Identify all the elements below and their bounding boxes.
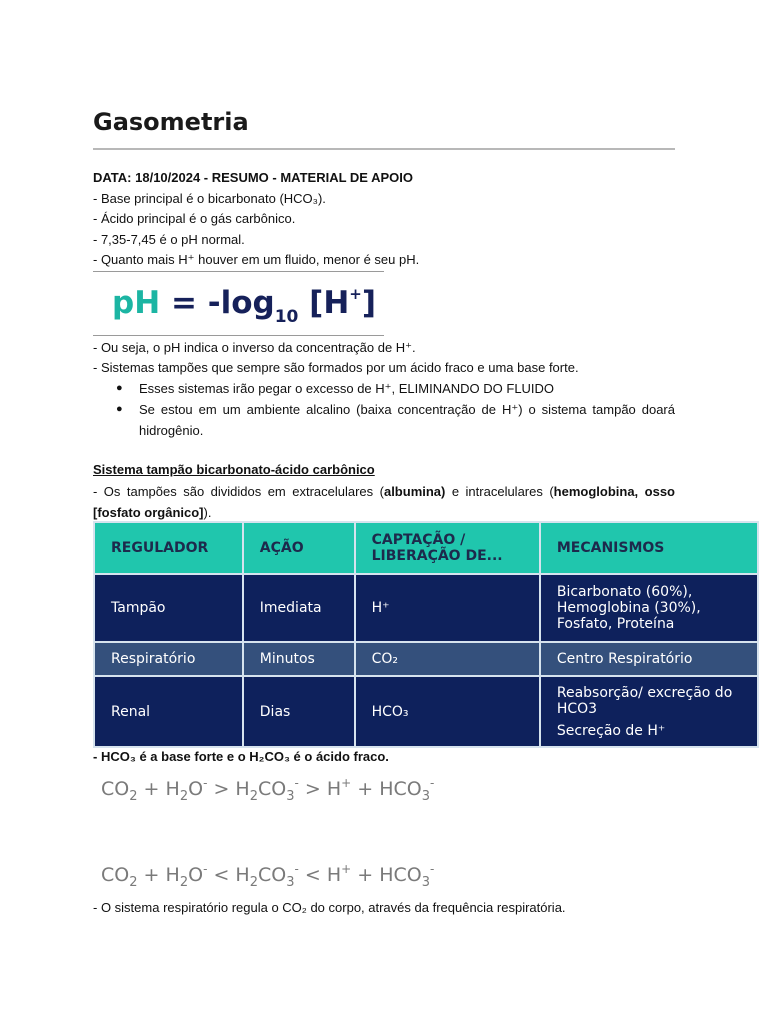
eq-sub: 3 [421, 875, 430, 890]
page-title: Gasometria [93, 108, 249, 136]
eq-sub: 2 [179, 789, 189, 804]
final-line: - O sistema respiratório regula o CO₂ do corpo, através da frequência respiratória. [93, 900, 566, 915]
eq-sup: - [203, 776, 208, 790]
eq-part: CO [101, 864, 130, 886]
eq-part: + H [137, 864, 180, 886]
table-cell-line: Reabsorção/ excreção do HCO3 [556, 684, 733, 717]
table-cell: Tampão [94, 574, 243, 642]
table-header: REGULADOR [94, 522, 243, 574]
eq-part: < H [207, 864, 250, 886]
table-header-row [94, 522, 758, 574]
eq-part: CO [257, 778, 287, 800]
formula-bracket: [H [309, 285, 350, 321]
eq-sup: + [341, 862, 352, 876]
eq-sup: - [430, 776, 435, 790]
table-header: AÇÃO [243, 522, 355, 574]
eq-part: + HCO [351, 778, 422, 800]
ph-formula [112, 285, 376, 327]
table-row [94, 676, 758, 747]
eq-sub: 2 [249, 789, 258, 804]
table-cell [540, 676, 758, 747]
table-cell: Respiratório [94, 642, 243, 676]
bullet-icon: ● [116, 382, 123, 394]
table-cell-line: Secreção de H⁺ [556, 722, 666, 739]
formula-log: = -log [170, 285, 275, 321]
tampoes-text: - Os tampões são divididos em extracelulares ( [93, 484, 384, 499]
eq-sup: - [294, 862, 299, 876]
text-line: - Ácido principal é o gás carbônico. [93, 211, 296, 226]
eq-sup: + [341, 776, 352, 790]
table-cell: Dias [243, 676, 355, 747]
title-divider [93, 148, 675, 150]
eq-sub: 2 [129, 875, 138, 890]
eq-sup: - [294, 776, 299, 790]
eq-part: O [188, 864, 204, 886]
eq-part: > H [207, 778, 250, 800]
formula-bracket-close: ] [361, 285, 377, 321]
eq-part: CO [257, 864, 287, 886]
formula-ph: pH [112, 285, 161, 321]
table-row [94, 642, 758, 676]
eq-part: + H [137, 778, 180, 800]
text-line: - 7,35-7,45 é o pH normal. [93, 232, 245, 247]
table-cell: Imediata [243, 574, 355, 642]
table-row [94, 574, 758, 642]
formula-sub: 10 [274, 307, 299, 327]
table-header: MECANISMOS [540, 522, 758, 574]
formula-divider-bottom [93, 335, 384, 336]
table-cell: CO₂ [355, 642, 540, 676]
eq-sub: 2 [249, 875, 258, 890]
eq-part: O [188, 778, 204, 800]
formula-divider-top [93, 271, 384, 272]
tampoes-paragraph [93, 481, 675, 523]
eq-part: < H [298, 864, 342, 886]
section-heading: Sistema tampão bicarbonato-ácido carbônico [93, 462, 375, 477]
eq-sup: - [203, 862, 208, 876]
table-cell: Renal [94, 676, 243, 747]
table-cell: HCO₃ [355, 676, 540, 747]
bullet-text: Esses sistemas irão pegar o excesso de H⁺, ELIMINANDO DO FLUIDO [139, 381, 555, 396]
eq-sub: 2 [129, 789, 138, 804]
eq-sub: 3 [286, 875, 295, 890]
eq-sub: 3 [286, 789, 295, 804]
text-line: - Quanto mais H⁺ houver em um fluido, menor é seu pH. [93, 252, 420, 267]
eq-sub: 3 [421, 789, 430, 804]
text-line: - Base principal é o bicarbonato (HCO₃). [93, 191, 326, 206]
eq-part: + HCO [351, 864, 422, 886]
table-cell: H⁺ [355, 574, 540, 642]
reaction-equation [101, 776, 434, 804]
eq-sub: 2 [179, 875, 189, 890]
reaction-equation [101, 862, 434, 890]
table-cell: Bicarbonato (60%), Hemoglobina (30%), Fosfato, Proteína [540, 574, 758, 642]
table-cell: Centro Respiratório [540, 642, 758, 676]
table-cell: Minutos [243, 642, 355, 676]
bullet-icon: ● [116, 403, 123, 415]
base-note: - HCO₃ é a base forte e o H₂CO₃ é o ácido fraco. [93, 749, 389, 764]
tampoes-text: ). [203, 505, 212, 520]
eq-part: > H [298, 778, 342, 800]
eq-sup: - [430, 862, 435, 876]
text-line: - Ou seja, o pH indica o inverso da concentração de H⁺. [93, 340, 416, 355]
bullet-text: Se estou em um ambiente alcalino (baixa concentração de H⁺) o sistema tampão doará hidrogênio. [139, 402, 675, 438]
tampoes-bold: hemoglobina, osso [fosfato orgânico] [93, 484, 675, 520]
regulator-table [93, 521, 759, 748]
date-line: DATA: 18/10/2024 - RESUMO - MATERIAL DE APOIO [93, 170, 413, 185]
eq-part: CO [101, 778, 130, 800]
table-header: CAPTAÇÃO / LIBERAÇÃO DE... [355, 522, 540, 574]
tampoes-bold: albumina) [383, 484, 446, 499]
formula-sup: + [349, 285, 362, 303]
tampoes-text: e intracelulares ( [445, 484, 554, 499]
text-line: - Sistemas tampões que sempre são formados por um ácido fraco e uma base forte. [93, 360, 579, 375]
